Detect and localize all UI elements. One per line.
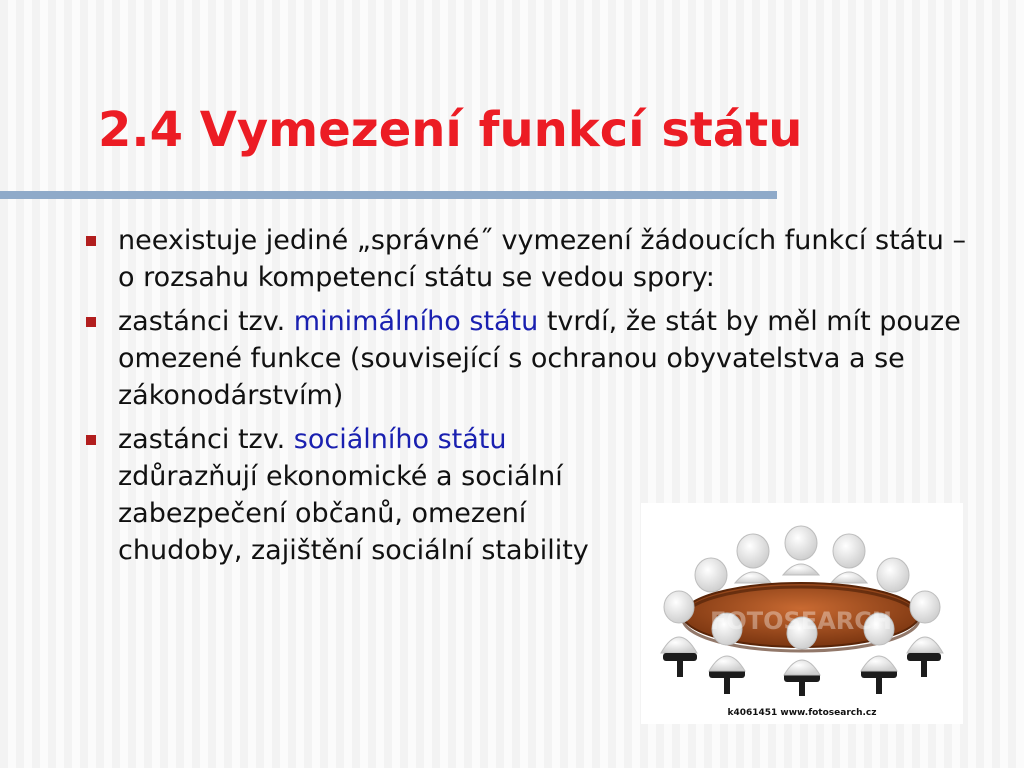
watermark-text: FOTOSEARCH [709,607,893,635]
bullet-square-icon [86,317,96,327]
round-table-meeting-figures-icon [641,503,963,708]
bullet-square-icon [86,435,96,445]
highlighted-term: sociálního státu [293,424,507,455]
bullet-square-icon [86,236,96,246]
title-divider [0,191,777,199]
bullet-text-before: zastánci tzv. [118,306,294,337]
bullet-text [118,421,618,569]
bullet-text [118,306,961,411]
bullet-text: neexistuje jediné „správné˝ vymezení žádoucích funkcí státu – o rozsahu kompetencí státu se vedou spory: [118,225,966,293]
bullet-item [84,303,974,414]
highlighted-term: minimálního státu [293,306,539,337]
photo-caption: k4061451 www.fotosearch.cz [727,708,877,718]
bullet-text-after: tvrdí, že stát by měl mít pouze omezené funkce (související s ochranou obyvatelstva a se zákonodárstvím) [118,306,961,411]
bullet-item [84,222,974,296]
bullet-text-before: zastánci tzv. [118,424,294,455]
bullet-text-after: zdůrazňují ekonomické a sociální zabezpečení občanů, omezení chudoby, zajištění sociální stability [118,461,589,566]
meeting-photo [641,503,963,724]
slide-title: 2.4 Vymezení funkcí státu [98,102,803,158]
